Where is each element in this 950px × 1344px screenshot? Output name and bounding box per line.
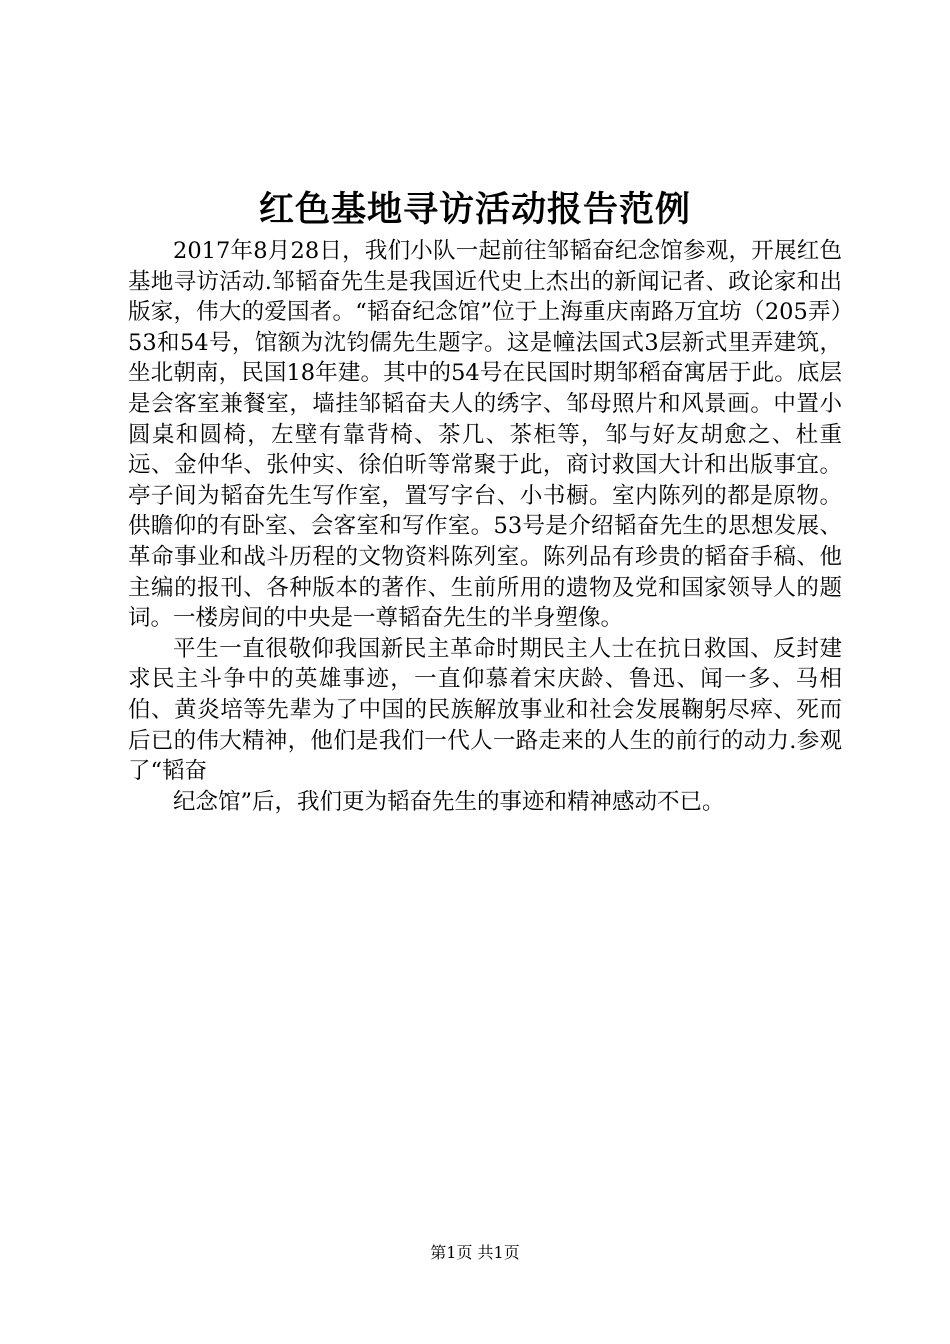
paragraph-visit-description: 2017年8月28日，我们小队一起前往邹韬奋纪念馆参观，开展红色基地寻访活动.邹韬奋先生是我国近代史上杰出的新闻记者、政论家和出版家，伟大的爱国者。“韬奋纪念馆”位于上海重庆南路万宜坊（205弄）53和54号，馆额为沈钧儒先生题字。这是幢法国式3层新式里弄建筑，坐北朝南，民国18年建。其中的54号在民国时期邹稻奋寓居于此。底层是会客室兼餐室，墙挂邹韬奋夫人的绣字、邹母照片和风景画。中置小圆桌和圆椅，左壁有靠背椅、茶几、茶柜等，邹与好友胡愈之、杜重远、金仲华、张仲实、徐伯昕等常聚于此，商讨救国大计和出版事宜。亭子间为韬奋先生写作室，置写字台、小书橱。室内陈列的都是原物。供瞻仰的有卧室、会客室和写作室。53号是介绍韬奋先生的思想发展、革命事业和战斗历程的文物资料陈列室。陈列品有珍贵的韬奋手稿、他主编的报刊、各种版本的著作、生前所用的遗物及党和国家领导人的题词。一楼房间的中央是一尊韬奋先生的半身塑像。 (128, 238, 842, 632)
paragraph-conclusion: 纪念馆”后，我们更为韬奋先生的事迹和精神感动不已。 (173, 788, 725, 815)
paragraph-reflection: 平生一直很敬仰我国新民主革命时期民主人士在抗日救国、反封建求民主斗争中的英雄事迹，一直仰慕着宋庆龄、鲁迅、闻一多、马相伯、黄炎培等先辈为了中国的民族解放事业和社会发展鞠躬尽瘁、死而后已的伟大精神，他们是我们一代人一路走来的人生的前行的动力.参观了“韬奋 (128, 635, 842, 785)
document-body (128, 236, 842, 817)
page-number-footer: 第1页 共1页 (430, 1243, 520, 1262)
document-title: 红色基地寻访活动报告范例 (258, 189, 691, 230)
